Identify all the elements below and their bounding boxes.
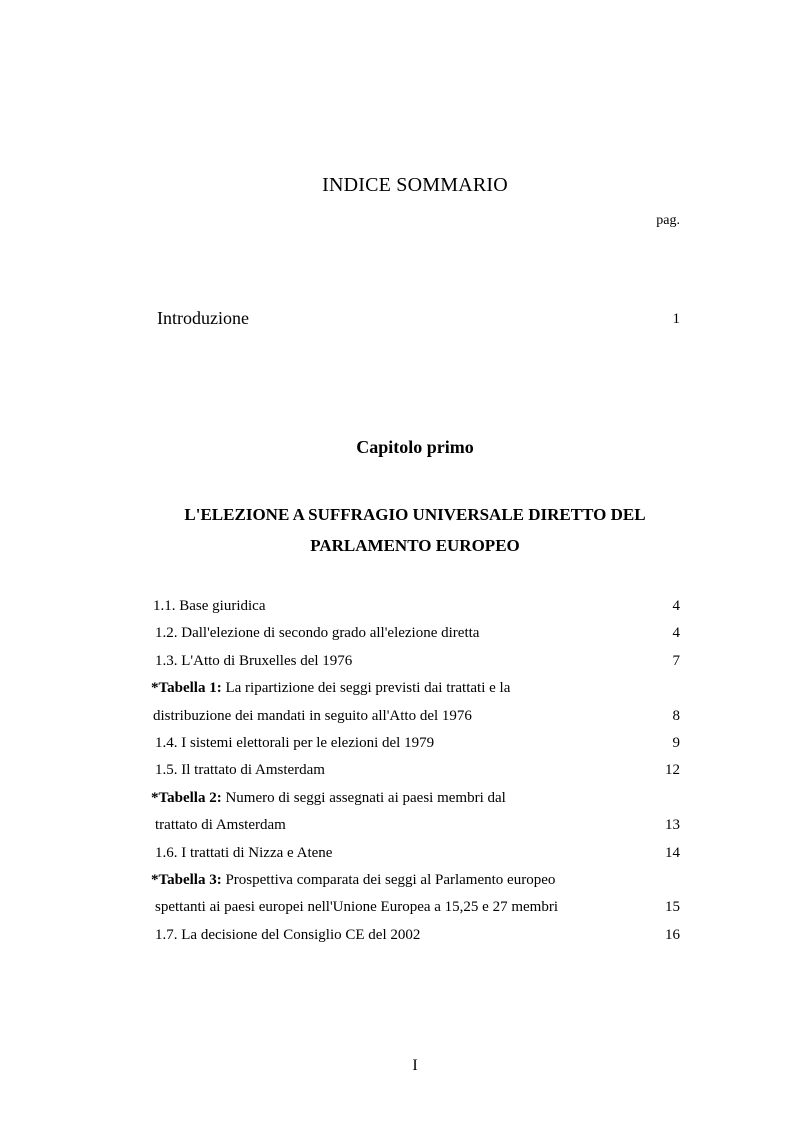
chapter-label: Capitolo primo [356,437,474,457]
table-description: Prospettiva comparata dei seggi al Parlamento europeo [221,871,556,888]
table-description: Numero di seggi assegnati ai paesi membri dal [221,789,506,806]
chapter-title [0,499,794,561]
toc-entry-text: trattato di Amsterdam [155,817,286,834]
toc-entry-page: 15 [665,899,680,916]
toc-entry-text: 1.7. La decisione del Consiglio CE del 2002 [155,926,421,943]
table-label: *Tabella 3: [151,871,222,888]
toc-entry [0,649,794,676]
toc-entry-page: 4 [672,625,680,642]
toc-entry [0,594,794,621]
toc-entry-page: 12 [665,762,680,779]
introduction-entry-page: 1 [672,311,680,327]
toc-entry-text [151,786,506,810]
toc-entry-page: 14 [665,844,680,861]
toc-entry-page: 13 [665,817,680,834]
toc-entry-text [151,676,510,700]
toc-table-entry [0,868,794,895]
toc-entry [0,621,794,648]
toc-entry-text: 1.6. I trattati di Nizza e Atene [155,844,333,861]
toc-entry-page: 8 [672,707,680,724]
toc-entry-page: 4 [672,598,680,614]
toc-entry-text: 1.1. Base giuridica [153,598,266,614]
toc-entry-text: 1.3. L'Atto di Bruxelles del 1976 [155,652,353,669]
toc-entry-page: 9 [672,734,680,751]
toc-entry-text: 1.5. Il trattato di Amsterdam [155,762,325,779]
page-number: I [412,1057,418,1074]
table-description: La ripartizione dei seggi previsti dai trattati e la [221,680,511,697]
toc-entry [0,704,794,731]
toc-entry-page: 7 [672,652,680,669]
toc-entry-text: distribuzione dei mandati in seguito all'Atto del 1976 [153,707,472,724]
toc-entry [0,731,794,758]
table-of-contents [0,594,794,950]
toc-entry [0,813,794,840]
toc-entry-text: 1.2. Dall'elezione di secondo grado all'elezione diretta [155,625,480,642]
toc-entry [0,841,794,868]
table-label: *Tabella 2: [151,789,222,806]
toc-entry [0,895,794,922]
chapter-title-line-2: PARLAMENTO EUROPEO [310,536,520,555]
toc-entry [0,758,794,785]
page-title: INDICE SOMMARIO [322,174,508,196]
introduction-entry-label: Introduzione [157,308,249,328]
toc-entry-text: 1.4. I sistemi elettorali per le elezioni del 1979 [155,734,435,751]
chapter-title-line-1: L'ELEZIONE A SUFFRAGIO UNIVERSALE DIRETTO DEL [184,505,646,524]
toc-entry [0,923,794,950]
toc-entry-text: spettanti ai paesi europei nell'Unione Europea a 15,25 e 27 membri [155,899,558,916]
toc-table-entry [0,786,794,813]
toc-entry-text [151,868,555,892]
table-label: *Tabella 1: [151,680,222,697]
toc-table-entry [0,676,794,703]
toc-entry-page: 16 [665,926,680,943]
page-column-label: pag. [656,213,680,228]
